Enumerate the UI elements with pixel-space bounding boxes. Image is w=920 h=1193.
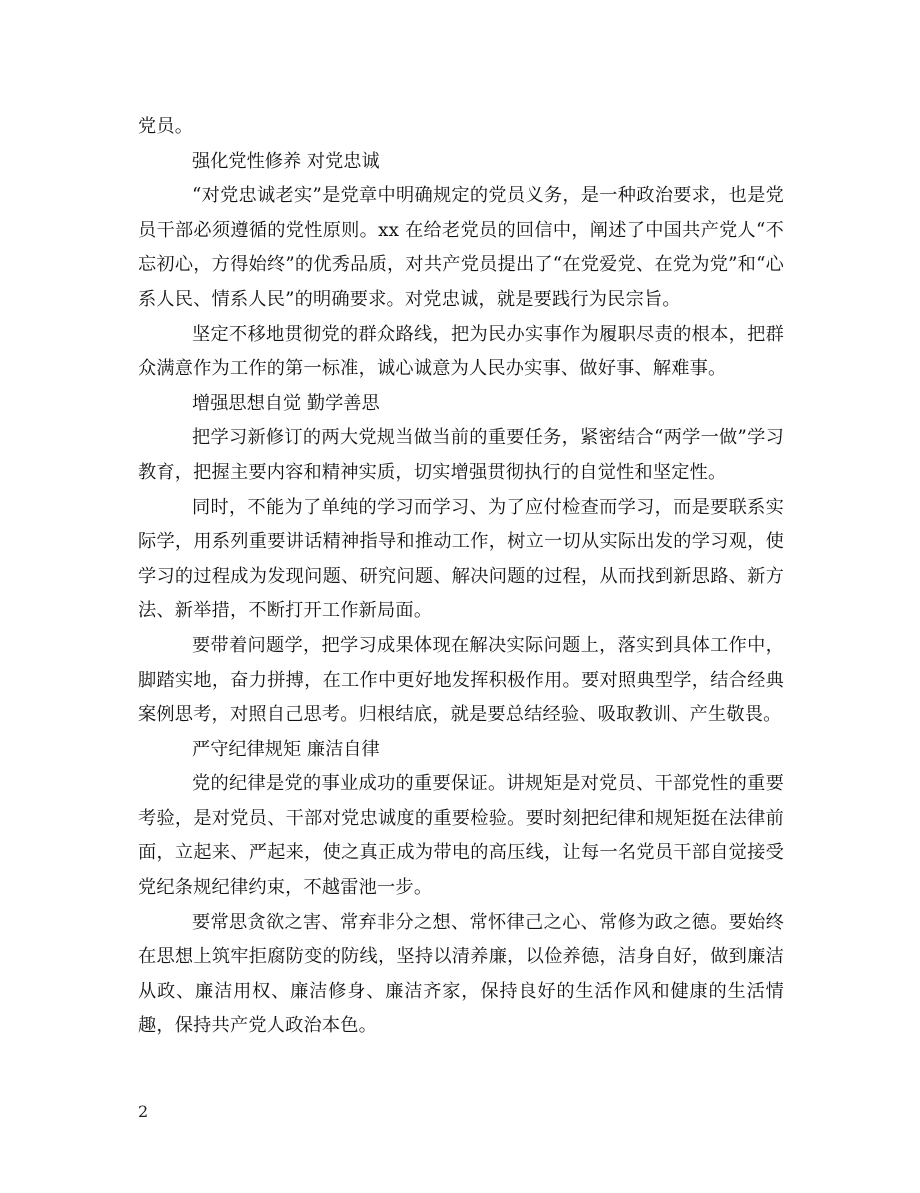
section-heading-discipline: 严守纪律规矩 廉洁自律 (192, 738, 380, 760)
paragraph-study-rules: 把学习新修订的两大党规当做当前的重要任务，紧密结合“两学一做”学习教育，把握主要内容和精神实质，切实增强贯彻执行的自觉性和坚定性。 (138, 427, 784, 483)
paragraph-practical-learning: 同时，不能为了单纯的学习而学习、为了应付检查而学习，而是要联系实际学，用系列重要讲话精神指导和推动工作，树立一切从实际出发的学习观，使学习的过程成为发现问题、研究问题、解决问题的过程，从而找到新思路、新方法、新举措，不断打开工作新局面。 (138, 496, 784, 622)
paragraph-integrity: 要常思贪欲之害、常弃非分之想、常怀律己之心、常修为政之德。要始终在思想上筑牢拒腐防变的防线，坚持以清养廉，以俭养德，洁身自好，做到廉洁从政、廉洁用权、廉洁修身、廉洁齐家，保持良好的生活作风和健康的生活情趣，保持共产党人政治本色。 (138, 911, 784, 1037)
paragraph-party-discipline: 党的纪律是党的事业成功的重要保证。讲规矩是对党员、干部党性的重要考验，是对党员、干部对党忠诚度的重要检验。要时刻把纪律和规矩挺在法律前面，立起来、严起来，使之真正成为带电的高压线，让每一名党员干部自觉接受党纪条规纪律约束，不越雷池一步。 (138, 773, 784, 899)
page-number: 2 (138, 1102, 149, 1121)
section-heading-party-loyalty: 强化党性修养 对党忠诚 (192, 150, 380, 172)
paragraph-problem-oriented-study: 要带着问题学，把学习成果体现在解决实际问题上，落实到具体工作中，脚踏实地，奋力拼搏，在工作中更好地发挥积极作用。要对照典型学，结合经典案例思考，对照自己思考。归根结底，就是要总结经验、吸取教训、产生敬畏。 (138, 634, 784, 726)
paragraph-loyalty-duty: “对党忠诚老实”是党章中明确规定的党员义务，是一种政治要求，也是党员干部必须遵循的党性原则。xx 在给老党员的回信中，阐述了中国共产党人“不忘初心，方得始终”的优秀品质，对共产党员提出了“在党爱党、在党为党”和“心系人民、情系人民”的明确要求。对党忠诚，就是要践行为民宗旨。 (138, 185, 784, 310)
document-body (138, 110, 784, 1044)
paragraph-continuation: 党员。 (138, 116, 194, 137)
paragraph-mass-line: 坚定不移地贯彻党的群众路线，把为民办实事作为履职尽责的根本，把群众满意作为工作的第一标准，诚心诚意为人民办实事、做好事、解难事。 (138, 323, 784, 380)
section-heading-diligent-study: 增强思想自觉 勤学善思 (192, 392, 380, 414)
